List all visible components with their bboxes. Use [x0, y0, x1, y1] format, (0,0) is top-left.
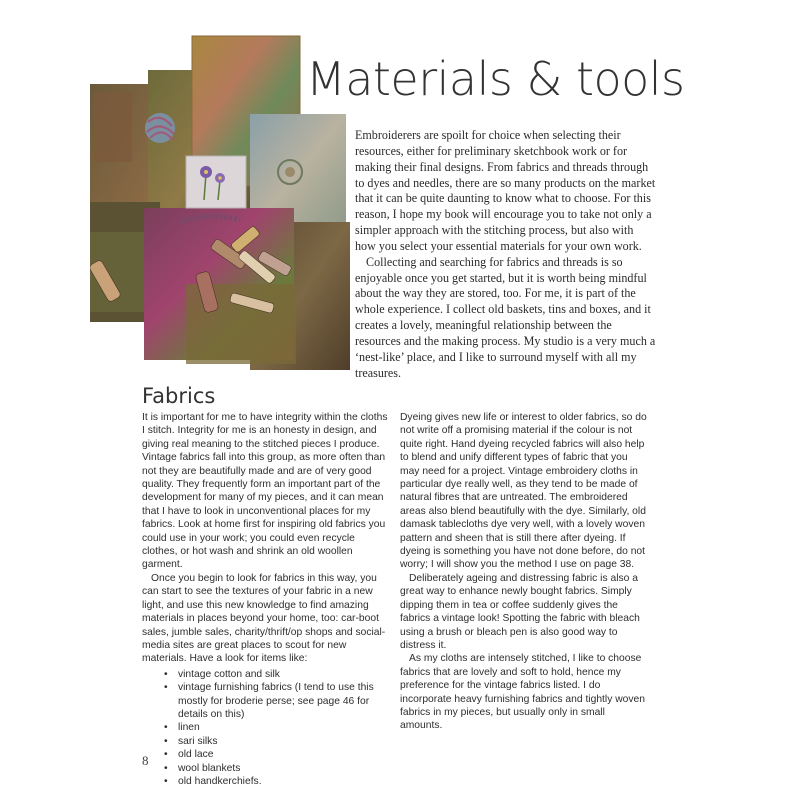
list-item-text: vintage furnishing fabrics (I tend to use this mostly for broderie perse; see page 46 for details on this)	[178, 682, 374, 720]
list-item	[142, 775, 390, 788]
list-item	[142, 748, 390, 761]
list-item	[142, 762, 390, 775]
list-item	[142, 735, 390, 748]
list-item-text: sari silks	[178, 735, 218, 747]
list-item	[142, 721, 390, 734]
bullet-icon: •	[164, 668, 168, 680]
section-heading-fabrics: Fabrics	[142, 384, 216, 408]
list-item	[142, 681, 390, 721]
bullet-icon: •	[164, 762, 168, 774]
bullet-icon: •	[164, 735, 168, 747]
body-paragraph: Once you begin to look for fabrics in this way, you can start to see the textures of your fabric in a new light, and use this new knowledge to find amazing materials in places beyond your home, too: car-boot sales, jumble sales, charity/thrift/op shops and social-media sites are great places to scout for new materials. Have a look for items like:	[142, 572, 386, 665]
right-column	[400, 411, 648, 733]
list-item-text: vintage cotton and silk	[178, 668, 280, 680]
body-paragraph: Deliberately ageing and distressing fabric is also a great way to enhance newly bought fabrics. Simply dipping them in tea or coffee suddenly gives the fabrics a vintage look! Spotting the fabric with bleach using a brush or bleach pen is also good way to distress it.	[400, 572, 640, 651]
body-paragraph: As my cloths are intensely stitched, I like to choose fabrics that are lovely and soft to hold, hence my preference for the vintage fabrics listed. I do incorporate heavy furnishing fabrics and tightly woven fabrics in my pieces, but usually only in small amounts.	[400, 653, 645, 732]
bullet-icon: •	[164, 682, 168, 694]
list-item-text: old lace	[178, 749, 214, 761]
page-title: Materials & tools	[306, 52, 685, 106]
bullet-icon: •	[164, 722, 168, 734]
bullet-icon: •	[164, 749, 168, 761]
list-item-text: linen	[178, 722, 200, 734]
list-item	[142, 668, 390, 681]
page-number: 8	[142, 753, 149, 768]
bullet-icon: •	[164, 775, 168, 787]
body-paragraph: It is important for me to have integrity within the cloths I stitch. Integrity for me is an honesty in design, and giving real meaning to the stitched pieces I produce. Vintage fabrics fall into this group, as more often than not they are beautifully made and are of very good quality. They frequently form an important part of the development for many of my pieces, and it can mean that I have to look in unconventional places for my fabrics. Look at home first for inspiring old fabrics you could use in your work; you could even recycle clothes, or hot wash and shrink an old woollen garment.	[142, 412, 388, 571]
list-item-text: wool blankets	[178, 762, 241, 774]
list-item-text: old handkerchiefs.	[178, 775, 262, 787]
left-column	[142, 411, 390, 788]
fabric-items-list	[142, 668, 390, 789]
intro-paragraph: Collecting and searching for fabrics and threads is so enjoyable once you get started, but it is worth being mindful about the way they are stored, too. For me, it is part of the whole experience. I collect old baskets, tins and boxes, and it creates a lovely, meaningful relationship between the resources and the making process. My studio is a very much a ‘nest-like’ place, and I like to surround myself with all my treasures.	[355, 254, 656, 380]
intro-paragraph: Embroiderers are spoilt for choice when selecting their resources, either for preliminary sketchbook work or for making their final designs. From fabrics and threads through to dyes and needles, there are so many products on the market that it can be quite daunting to know what to choose. For this reason, I hope my book will encourage you to take not only a simpler approach with the stitching process, but also with how you select your essential materials for your own work.	[355, 128, 656, 253]
intro-text	[355, 128, 657, 382]
body-paragraph: Dyeing gives new life or interest to older fabrics, so do not write off a promising material if the colour is not quite right. Hand dyeing recycled fabrics will also help to blend and unify different types of fabric that you may need for a project. Vintage embroidery cloths in particular dye really well, as they tend to be made of natural fibres that are untreated. The embroidered areas also blend beautifully with the dye. Similarly, old damask tablecloths dye very well, with a lovely woven pattern and sheen that is still there after dyeing. If dyeing is something you have not done before, do not worry; I will show you the method I use on page 38.	[400, 412, 647, 571]
